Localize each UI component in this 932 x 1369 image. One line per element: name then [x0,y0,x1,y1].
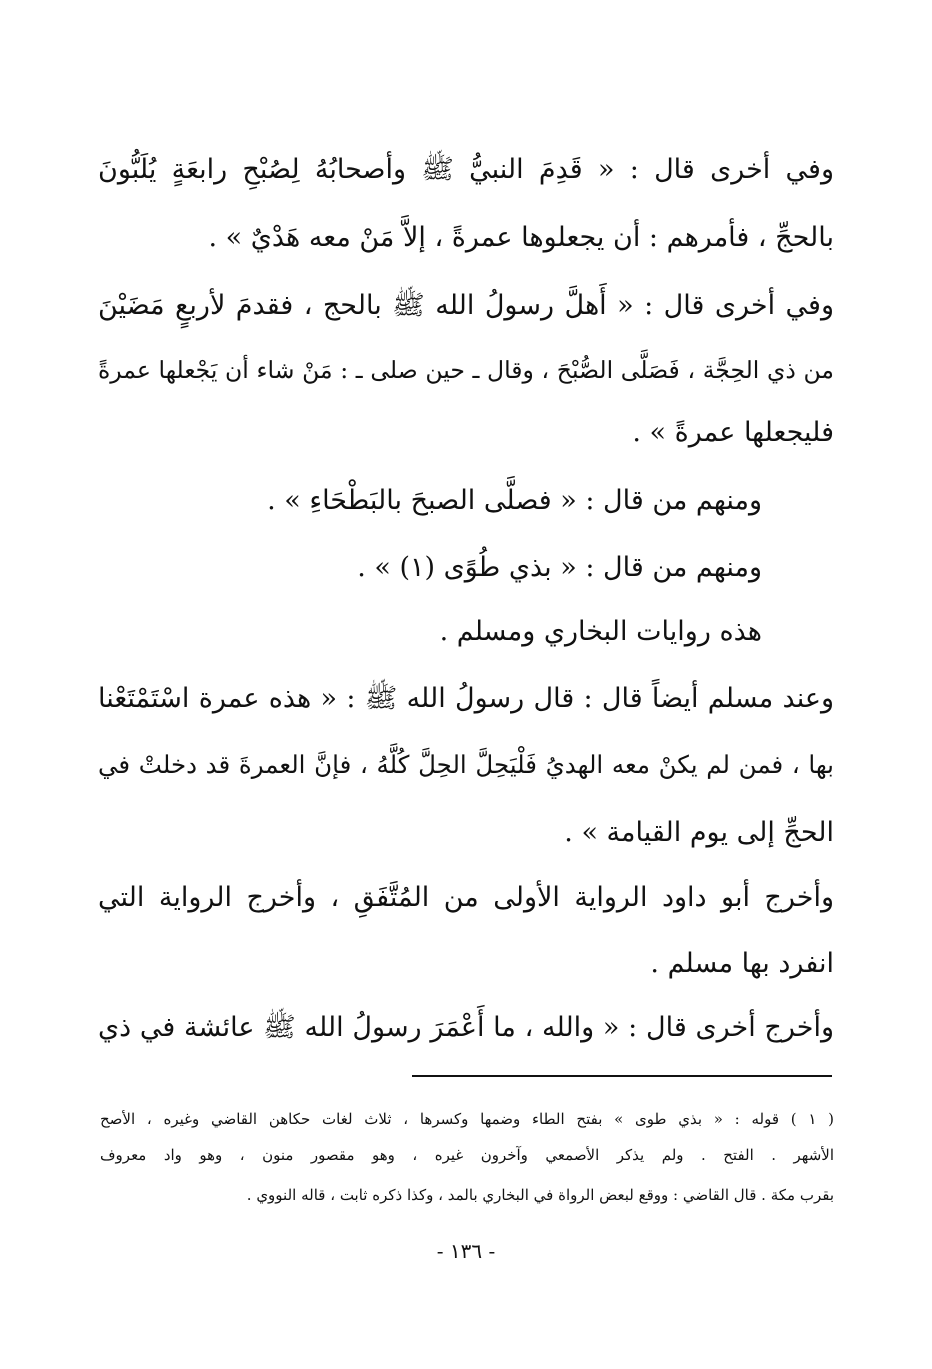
body-line: فليجعلها عمرةً » . [632,417,834,448]
footnote-line: ( ١ ) قوله : « بذي طوى » بفتح الطاء وضمها وكسرها ، ثلاث لغات حكاهن القاضي وغيره ، الأصح [100,1110,835,1128]
body-line: الحجِّ إلى يوم القيامة » . [564,817,834,848]
body-line: وعند مسلم أيضاً قال : قال رسولُ الله ﷺ : « هذه عمرة اسْتَمْتَعْنا [98,683,834,714]
body-line: هذه روايات البخاري ومسلم . [439,616,762,647]
body-line: ومنهم من قال : « فصلَّى الصبحَ بالبَطْحَاءِ » . [267,485,762,516]
body-line: بها ، فمن لم يكنْ معه الهديُ فَلْيَحِلَّ الحِلَّ كُلَّهُ ، فإنَّ العمرةَ قد دخلتْ في [98,750,834,779]
body-line: بالحجِّ ، فأمرهم : أن يجعلوها عمرةً ، إلاَّ مَنْ معه هَدْيٌ » . [208,222,834,253]
body-line: انفرد بها مسلم . [650,948,834,979]
body-line: وفي أخرى قال : « أَهلَّ رسولُ الله ﷺ بالحج ، فقدمَ لأربعٍ مَضَيْنَ [98,290,834,321]
body-line: وفي أخرى قال : « قَدِمَ النبيُّ ﷺ وأصحابُهُ لِصُبْحِ رابعَةٍ يُلَبُّونَ [98,154,834,185]
footnote-line: الأشهر . الفتح . ولم يذكر الأصمعي وآخرون غيره ، وهو مقصور منون ، وهو واد معروف [100,1146,834,1164]
body-line: ومنهم من قال : « بذي طُوًى (١) » . [357,552,762,583]
body-line: من ذي الحِجَّة ، فَصَلَّى الصُّبْحَ ، وقال ـ حين صلى ـ : مَنْ شاء أن يَجْعلها عمرةً [98,356,834,384]
footnote-separator [412,1075,832,1077]
body-line: وأخرج أبو داود الرواية الأولى من المُتَّفَقِ ، وأخرج الرواية التي [98,882,834,913]
page-number: - ١٣٦ - [436,1239,496,1263]
footnote-line: بقرب مكة . قال القاضي : ووقع لبعض الرواة في البخاري بالمد ، وكذا ذكره ثابت ، قاله النووي . [246,1186,834,1204]
body-line: وأخرج أخرى قال : « والله ، ما أَعْمَرَ رسولُ الله ﷺ عائشة في ذي [98,1012,834,1043]
